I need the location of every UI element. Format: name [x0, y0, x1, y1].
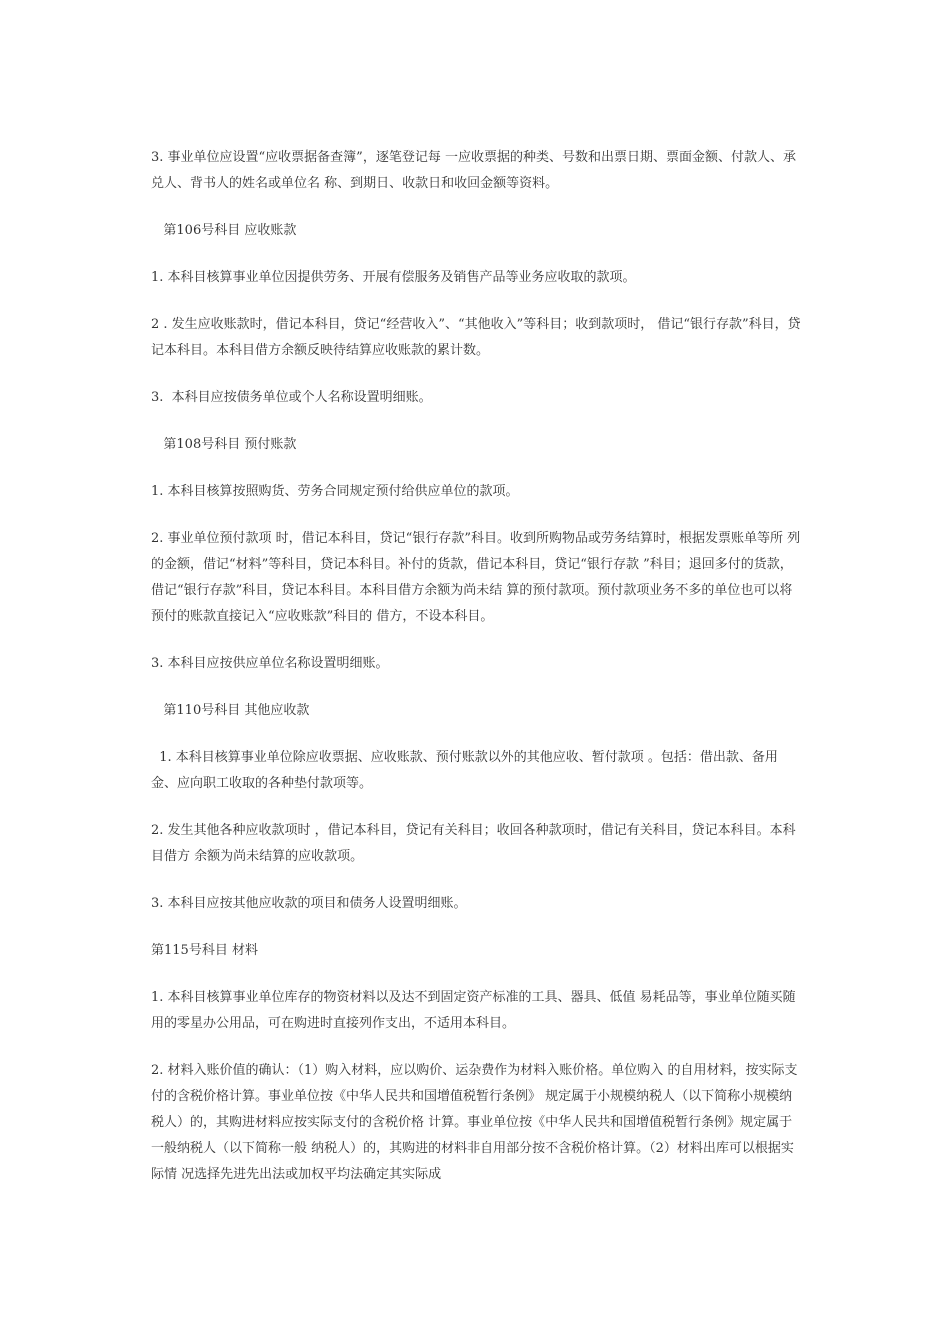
paragraph-106-item-3: 3. 本科目应按债务单位或个人名称设置明细账。 [151, 390, 432, 405]
paragraph-110-item-3: 3. 本科目应按其他应收款的项目和债务人设置明细账。 [151, 896, 467, 911]
paragraph-106-item-1: 1. 本科目核算事业单位因提供劳务、开展有偿服务及销售产品等业务应收取的款项。 [151, 270, 636, 285]
section-heading-110: 第110号科目 其他应收款 [151, 703, 310, 718]
paragraph-106-item-2: 2 . 发生应收账款时，借记本科目，贷记“经营收入”、“其他收入”等科目；收到款项时， 借记“银行存款”科目，贷记本科目。本科目借方余额反映待结算应收账款的累计数。 [151, 317, 801, 358]
paragraph-110-item-1: 1. 本科目核算事业单位除应收票据、应收账款、预付账款以外的其他应收、暂付款项 。包括：借出款、备用金、应向职工收取的各种垫付款项等。 [151, 750, 778, 791]
paragraph-108-item-3: 3. 本科目应按供应单位名称设置明细账。 [151, 656, 389, 671]
section-heading-106: 第106号科目 应收账款 [151, 223, 297, 238]
paragraph-108-item-2: 2. 事业单位预付款项 时，借记本科目，贷记“银行存款”科目。收到所购物品或劳务结算时，根据发票账单等所 列的金额，借记“材料”等科目，贷记本科目。补付的货款，借记本科目，贷记“银行存款 ”科目；退回多付的货款，借记“银行存款”科目，贷记本科目。本科目借方余额为尚未结 算的预付款项。预付款项业务不多的单位也可以将预付的账款直接记入“应收账款”科目的 借方，不设本科目。 [151, 531, 801, 624]
paragraph-115-item-2: 2. 材料入账价值的确认：（1）购入材料，应以购价、运杂费作为材料入账价格。单位购入 的自用材料，按实际支付的含税价格计算。事业单位按《中华人民共和国增值税暂行条例》 规定属于小规模纳税人（以下简称小规模纳税人）的，其购进材料应按实际支付的含税价格 计算。事业单位按《中华人民共和国增值税暂行条例》规定属于一般纳税人（以下简称一般 纳税人）的，其购进的材料非自用部分按不含税价格计算。（2）材料出库可以根据实际情 况选择先进先出法或加权平均法确定其实际成 [151, 1063, 798, 1182]
section-heading-108: 第108号科目 预付账款 [151, 437, 297, 452]
section-heading-115: 第115号科目 材料 [151, 943, 258, 958]
paragraph-item-3-notes-receivable: 3. 事业单位应设置“应收票据备查簿”，逐笔登记每 一应收票据的种类、号数和出票日期、票面金额、付款人、承兑人、背书人的姓名或单位名 称、到期日、收款日和收回金额等资料。 [151, 150, 796, 191]
paragraph-110-item-2: 2. 发生其他各种应收款项时 ，借记本科目，贷记有关科目；收回各种款项时，借记有关科目，贷记本科目。本科目借方 余额为尚未结算的应收款项。 [151, 823, 796, 864]
document-body [151, 145, 803, 1188]
paragraph-108-item-1: 1. 本科目核算按照购货、劳务合同规定预付给供应单位的款项。 [151, 484, 519, 499]
paragraph-115-item-1: 1. 本科目核算事业单位库存的物资材料以及达不到固定资产标准的工具、器具、低值 易耗品等，事业单位随买随用的零星办公用品，可在购进时直接列作支出，不适用本科目。 [151, 990, 796, 1031]
